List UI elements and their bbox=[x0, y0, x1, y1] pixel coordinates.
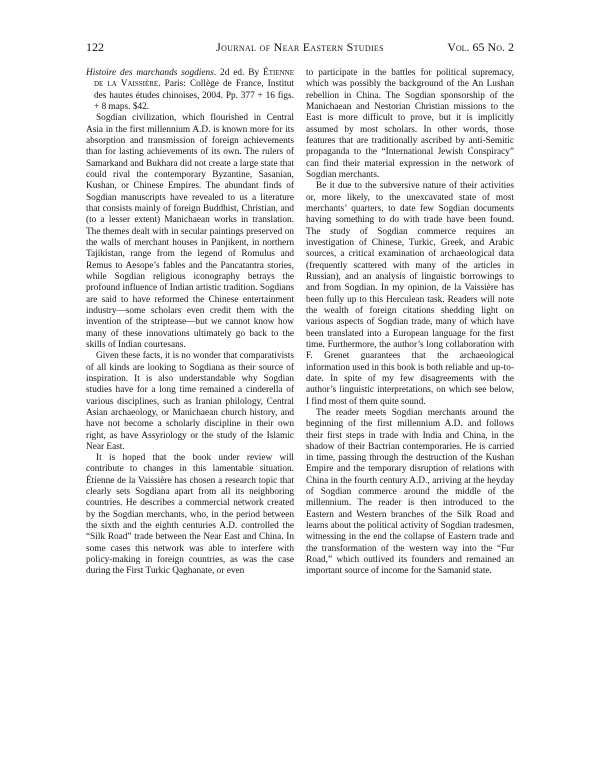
paragraph: It is hoped that the book under review will contribute to changes in this lamentable situation. Étienne de la Vaissière has chosen a research topic that clearly sets Sogdiana apart from all its neighboring countries. He describes a commercial network created by the Sogdian merchants, who, in the period between the sixth and the eighth centuries A.D. controlled the “Silk Road” trade between the Near East and China. In some cases this network was able to interfere with policy-making in foreign countries, as was the case during the First Turkic Qaghanate, or even bbox=[86, 453, 294, 577]
citation-publication: . Paris: Collège de France, Institut des hautes études chinoises, 2004. Pp. 377 + 16 figs. + 8 maps. $42. bbox=[94, 79, 294, 112]
citation-edition: . 2d ed. By bbox=[213, 68, 264, 78]
left-column bbox=[86, 68, 294, 578]
running-header bbox=[86, 40, 514, 58]
paragraph: to participate in the battles for political supremacy, which was possibly the background of the An Lushan rebellion in China. The Sogdian sponsorship of the Manichaean and Nestorian Christian missions to the East is more difficult to prove, but it is implicitly assumed by most scholars. In other words, those features that are traditionally ascribed by anti-Semitic propaganda to the “International Jewish Conspiracy” can find their material expression in the network of Sogdian merchants. bbox=[306, 68, 514, 180]
paragraph: Be it due to the subversive nature of their activities or, more likely, to the unexcavated state of most merchants’ quarters, to date few Sogdian documents having something to do with trade have been found. The study of Sogdian commerce requires an investigation of Chinese, Turkic, Greek, and Arabic sources, a critical examination of archaeological data (frequently scattered with many of the articles in Russian), and an analysis of linguistic borrowings to and from Sogdian. In my opinion, de la Vaissière has been fully up to this Herculean task. Readers will note the wealth of foreign citations shedding light on various aspects of Sogdian trade, many of which have been translated into a European language for the first time. Furthermore, the author’s long collaboration with F. Grenet guarantees that the archaeological information used in this book is both reliable and up-to-date. In spite of my few disagreements with the author’s linguistic interpretations, on which see below, I find most of them quite sound. bbox=[306, 181, 514, 407]
volume-issue: Vol. 65 No. 2 bbox=[447, 40, 514, 54]
paragraph: Sogdian civilization, which flourished in Central Asia in the first millennium A.D. is known more for its absorption and transmission of foreign achievements than for lasting achievements of its own. The rulers of Samarkand and Bukhara did not create a large state that could rival the contemporary Byzantine, Sasanian, Kushan, or Chinese Empires. The abundant finds of Sogdian manuscripts have revealed to us a literature that consists mainly of foreign Buddhist, Christian, and (to a lesser extent) Manichaean works in translation. The themes dealt with in secular paintings preserved on the walls of merchant houses in Panjikent, in northern Tajikistan, range from the legend of Romulus and Remus to Aesope’s fables and the Pancatantra stories, while Sogdian religious iconography betrays the profound influence of Indian artistic tradition. Sogdians are said to have reformed the Chinese entertainment industry—some scholars even credit them with the invention of the striptease—but we cannot know how many of these innovations ultimately go back to the skills of Indian courtesans. bbox=[86, 113, 294, 350]
journal-title: Journal of Near Eastern Studies bbox=[216, 40, 384, 54]
paragraph: The reader meets Sogdian merchants around the beginning of the first millennium A.D. and follows their first steps in trade with India and China, in the shadow of their Bactrian contemporaries. He is carried in time, passing through the destruction of the Kushan Empire and the temporary disruption of relations with China in the fourth century A.D., arriving at the heyday of Sogdian commerce around the middle of the millennium. The reader is then introduced to the Eastern and Western branches of the Silk Road and learns about the political activity of Sogdian tradesmen, witnessing in the end the collapse of Eastern trade and the transformation of the western way into the “Fur Road,” which outlived its founders and remained an important source of income for the Samanid state. bbox=[306, 407, 514, 577]
right-column bbox=[306, 68, 514, 578]
paragraph: Given these facts, it is no wonder that comparativists of all kinds are looking to Sogdiana as their source of inspiration. It is also understandable why Sogdian studies have for a long time remained a cinderella of various disciplines, such as Iranian philology, Central Asian archaeology, or Manichaean church history, and have not become a scholarly discipline in their own right, as have Assyriology or the study of the Islamic Near East. bbox=[86, 351, 294, 452]
book-title: Histoire des marchands sogdiens bbox=[86, 68, 214, 78]
book-citation bbox=[86, 68, 294, 113]
page-number: 122 bbox=[86, 40, 104, 54]
book-author: Étienne de la Vaissière bbox=[94, 68, 294, 90]
